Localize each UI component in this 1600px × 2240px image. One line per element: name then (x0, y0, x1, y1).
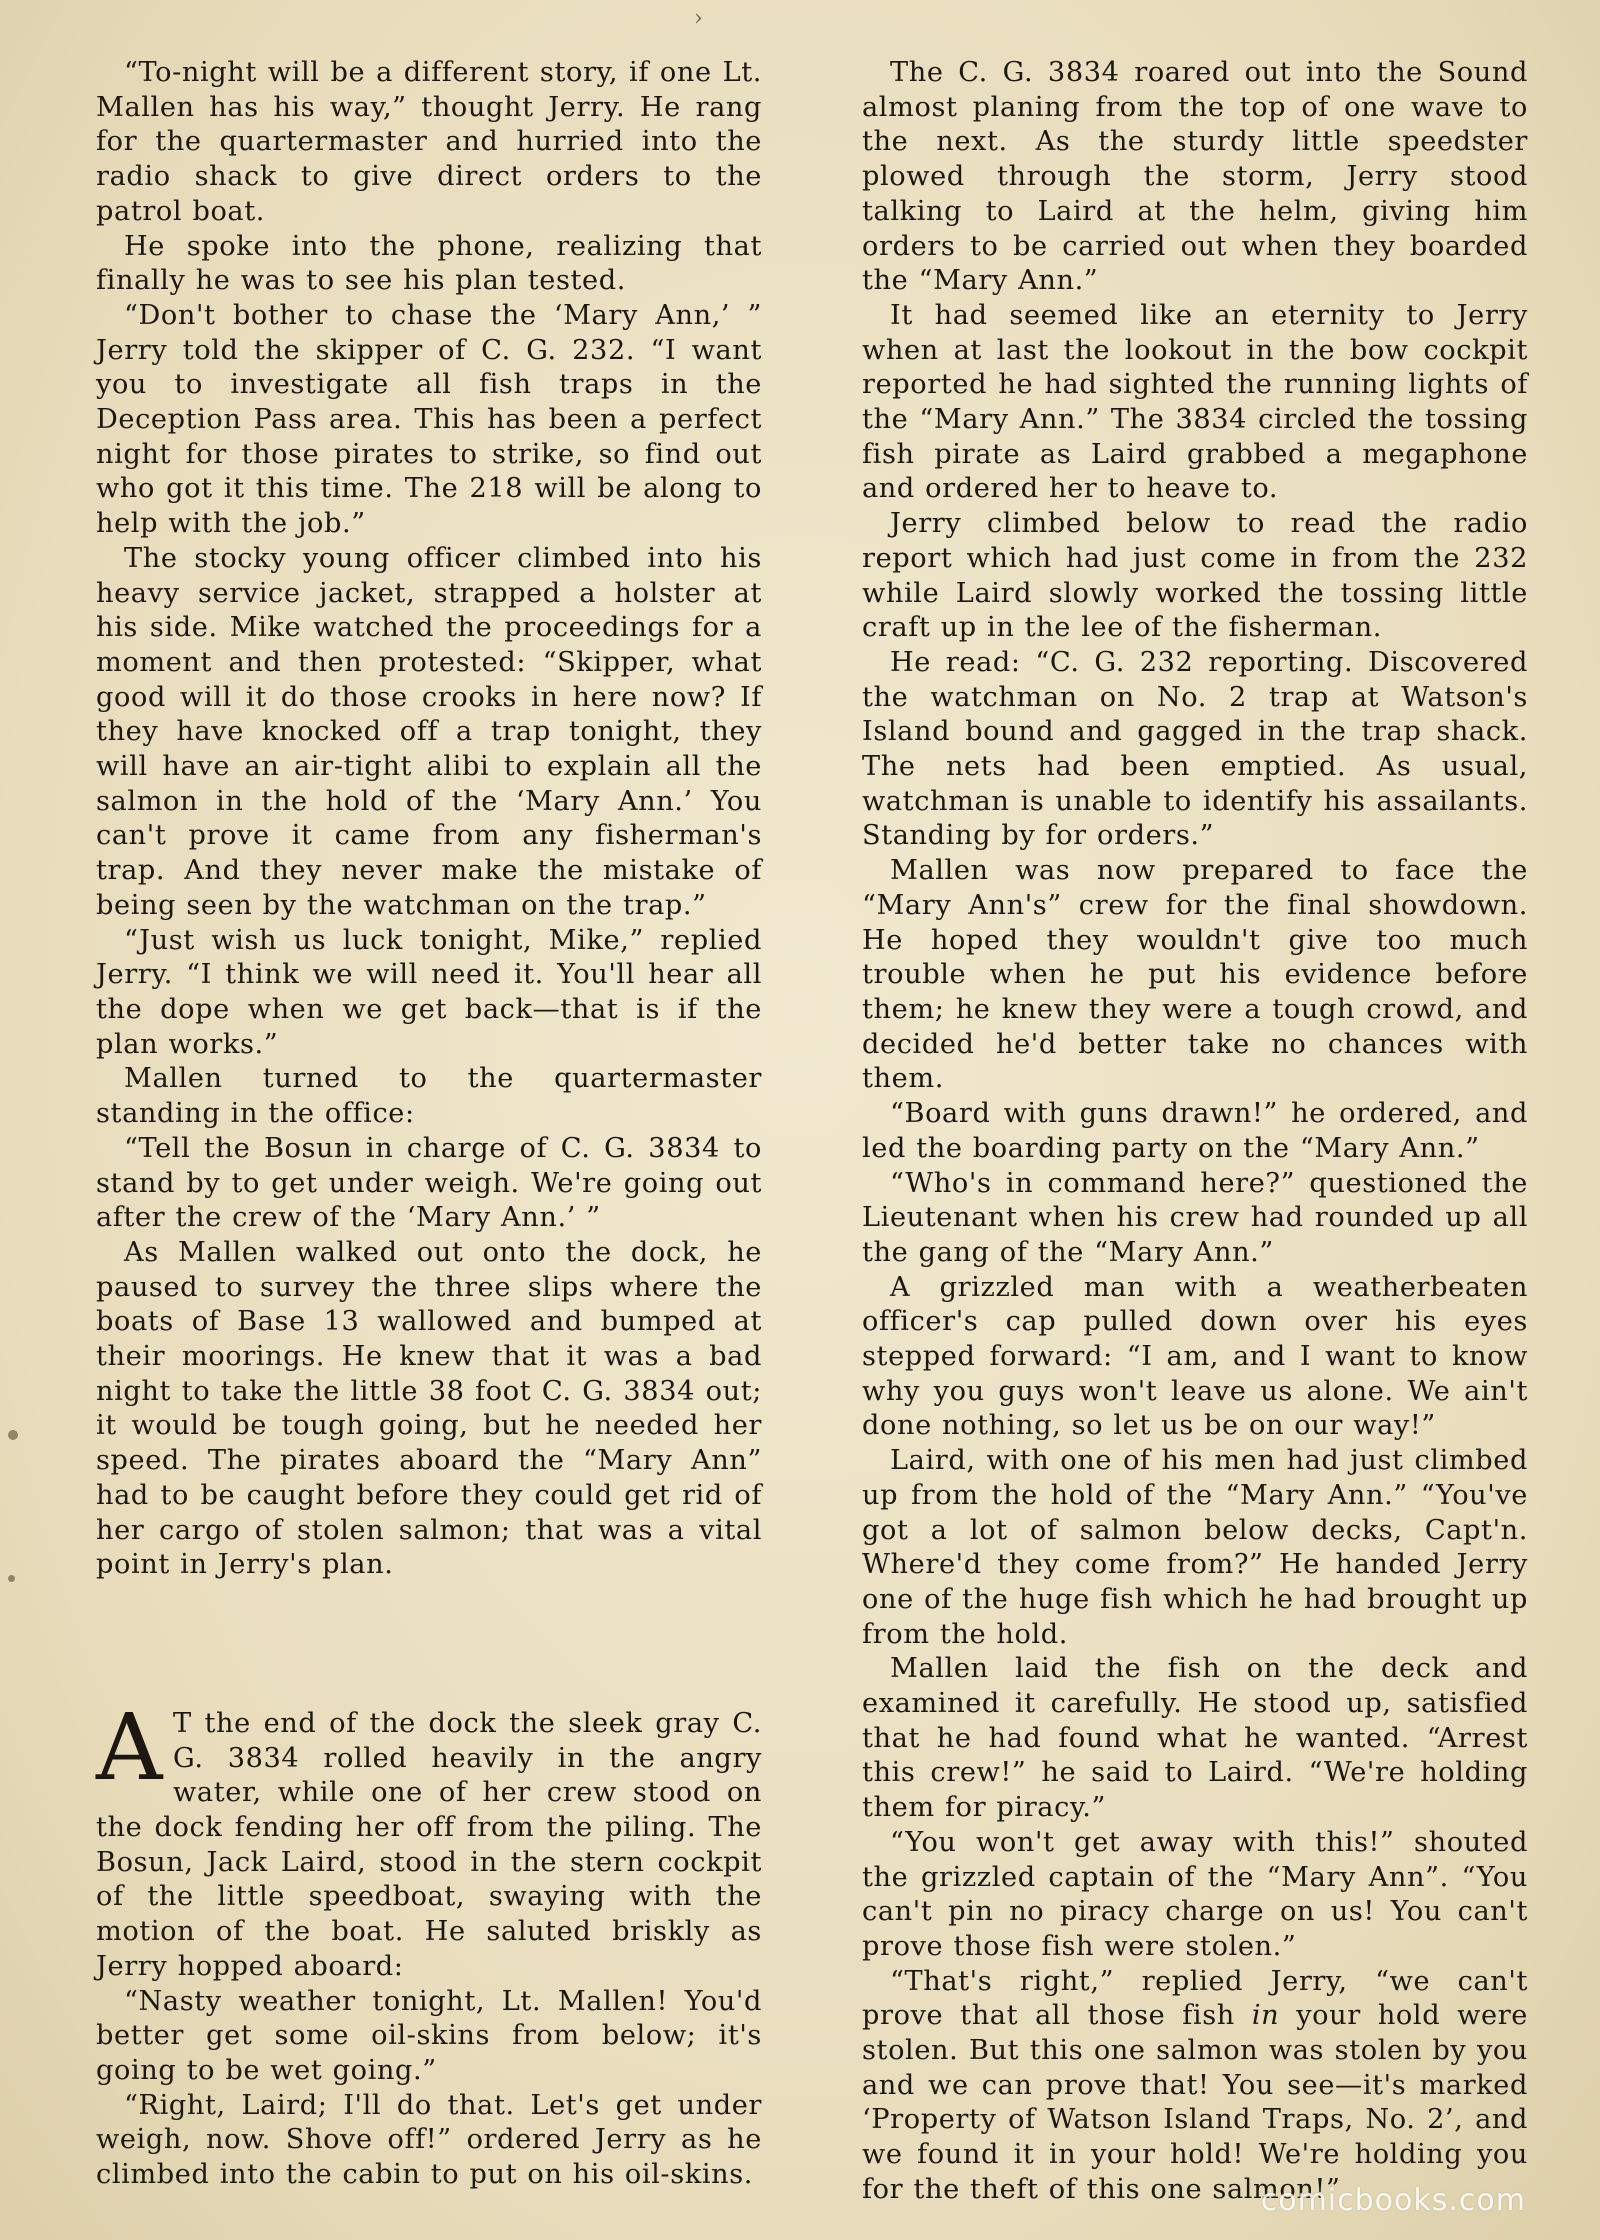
paragraph: “You won't get away with this!” shouted the grizzled captain of the “Mary Ann”. “You can't pin no piracy charge on us! You can't prove those fish were stolen.” (862, 1826, 1528, 1962)
paragraph: He read: “C. G. 232 reporting. Discovered the watchman on No. 2 trap at Watson's Island bound and gagged in the trap shack. The nets had been emptied. As usual, watchman is unable to identify his assailants. Standing by for orders.” (862, 646, 1528, 852)
paragraph: The C. G. 3834 roared out into the Sound almost planing from the top of one wave to the next. As the sturdy little speedster plowed through the storm, Jerry stood talking to Laird at the helm, giving him orders to be carried out when they boarded the “Mary Ann.” (862, 57, 1528, 297)
right-column (862, 56, 1528, 2208)
paragraph: The stocky young officer climbed into his heavy service jacket, strapped a holster at his side. Mike watched the proceedings for a moment and then protested: “Skipper, what good will it do those crooks in here now? If they have knocked off a trap tonight, they will have an air-tight alibi to explain all the salmon in the hold of the ‘Mary Ann.’ You can't prove it came from any fisherman's trap. And they never make the mistake of being seen by the watchman on the trap.” (96, 542, 762, 921)
paragraph: He spoke into the phone, realizing that finally he was to see his plan tested. (96, 230, 762, 297)
closing-paragraph-start: “That's right,” replied Jerry, “we can't prove that all those fish (862, 1965, 1528, 2032)
paragraph: Mallen was now prepared to face the “Mary Ann's” crew for the final showdown. He hoped they wouldn't give too much trouble when he put his evidence before them; he knew they were a tough crowd, and decided he'd better take no chances with them. (862, 855, 1528, 1095)
paragraph: Mallen laid the fish on the deck and examined it carefully. He stood up, satisfied that he had found what he wanted. “Arrest this crew!” he said to Laird. “We're holding them for piracy.” (862, 1653, 1528, 1824)
emphasis-word: in (1251, 2000, 1280, 2032)
paragraph: A grizzled man with a weatherbeaten officer's cap pulled down over his eyes stepped forward: “I am, and I want to know why you guys won't leave us alone. We ain't done nothing, so let us be on our way!” (862, 1271, 1528, 1442)
paragraph: “Board with guns drawn!” he ordered, and led the boarding party on the “Mary Ann.” (862, 1098, 1528, 1164)
paragraph: It had seemed like an eternity to Jerry when at last the lookout in the bow cockpit reported he had sighted the running lights of the “Mary Ann.” The 3834 circled the tossing fish pirate as Laird grabbed a megaphone and ordered her to heave to. (862, 299, 1528, 505)
dropcap-paragraph-text: T the end of the dock the sleek gray C. G. 3834 rolled heavily in the angry water, while one of her crew stood on the dock fending her off from the piling. The Bosun, Jack Laird, stood in the stern cockpit of the little speedboat, swaying with the motion of the boat. He saluted briskly as Jerry hopped aboard: (96, 1707, 762, 1982)
paragraph: Jerry climbed below to read the radio report which had just come in from the 232 while Laird slowly worked the tossing little craft up in the lee of the fisherman. (862, 508, 1528, 644)
page-top-mark: › (694, 6, 703, 31)
paragraph: “Right, Laird; I'll do that. Let's get under weigh, now. Shove off!” ordered Jerry as he climbed into the cabin to put on his oil-skins. (96, 2089, 762, 2191)
edge-speck (8, 1430, 18, 1440)
paragraph: As Mallen walked out onto the dock, he paused to survey the three slips where the boats of Base 13 wallowed and bumped at their moorings. He knew that it was a bad night to take the little 38 foot C. G. 3834 out; it would be tough going, but he needed her speed. The pirates aboard the “Mary Ann” had to be caught before they could get rid of her cargo of stolen salmon; that was a vital point in Jerry's plan. (96, 1236, 762, 1581)
dropcap-paragraph (96, 1693, 762, 1985)
paragraph: “Nasty weather tonight, Lt. Mallen! You'd better get some oil-skins from below; it's going to be wet going.” (96, 1985, 762, 2086)
paragraph: “Who's in command here?” questioned the Lieutenant when his crew had rounded up all the gang of the “Mary Ann.” (862, 1167, 1528, 1268)
edge-speck (8, 1575, 15, 1582)
section-break (96, 1583, 762, 1707)
paragraph: “To-night will be a different story, if one Lt. Mallen has his way,” thought Jerry. He rang for the quartermaster and hurried into the radio shack to give direct orders to the patrol boat. (96, 57, 762, 227)
paragraph: Laird, with one of his men had just climbed up from the hold of the “Mary Ann.” “You've got a lot of salmon below decks, Capt'n. Where'd they come from?” He handed Jerry one of the huge fish which he had brought up from the hold. (862, 1445, 1528, 1650)
left-column (96, 56, 762, 2193)
paragraph: “Don't bother to chase the ‘Mary Ann,’ ” Jerry told the skipper of C. G. 232. “I want you to investigate all fish traps in the Deception Pass area. This has been a perfect night for those pirates to strike, so find out who got it this time. The 218 will be along to help with the job.” (96, 299, 762, 540)
dropcap-letter: A (96, 1693, 164, 1801)
closing-paragraph (862, 1965, 1528, 2208)
paragraph: “Just wish us luck tonight, Mike,” replied Jerry. “I think we will need it. You'll hear all the dope when we get back—that is if the plan works.” (96, 924, 762, 1060)
watermark: comicbooks.com (1260, 2183, 1526, 2218)
paragraph: “Tell the Bosun in charge of C. G. 3834 to stand by to get under weigh. We're going out after the crew of the ‘Mary Ann.’ ” (96, 1132, 762, 1234)
paragraph: Mallen turned to the quartermaster standing in the office: (96, 1063, 762, 1130)
closing-paragraph-end: your hold were stolen. But this one salmon was stolen by you and we can prove that! You see—it's marked ‘Property of Watson Island Traps, No. 2’, and we found it in your hold! We're holding you for the theft of this one salmon!” (862, 2000, 1528, 2205)
